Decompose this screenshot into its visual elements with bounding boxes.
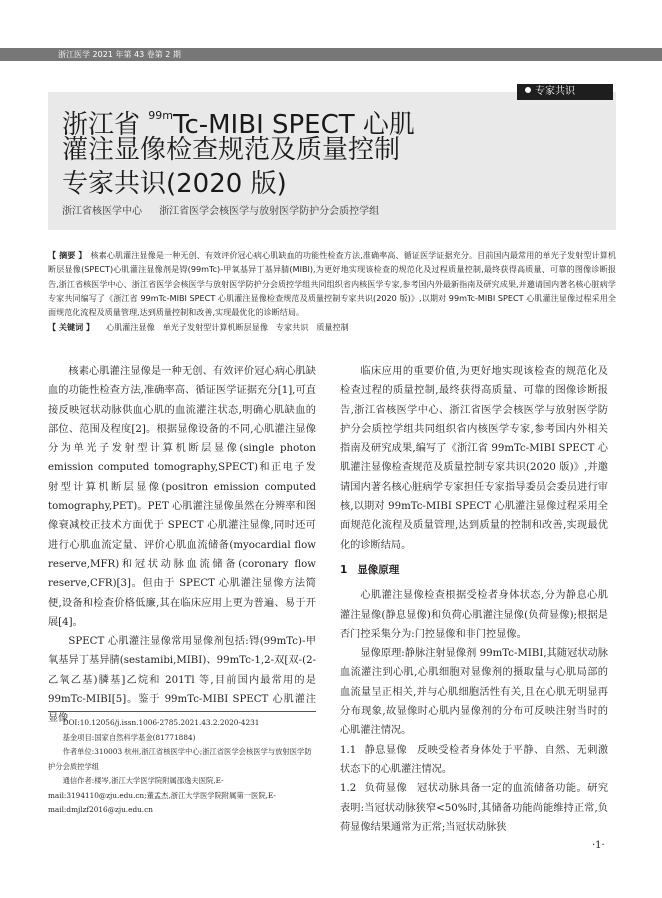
subsection-1-1: 1.1 静息显像 反映受检者身体处于平静、自然、无刺激状态下的心肌灌注情况。 (340, 744, 609, 775)
corresponding-author: 通信作者:楼岑,浙江大学医学院附属邵逸夫医院,E-mail:3194110@zju.edu.cn;董孟杰,浙江大学医学院附属第一医院,E-mail:dmjlzf2016@zju.edu.cn (48, 776, 276, 814)
abstract-body (48, 248, 616, 319)
title-line-3: 专家共识(2020 版) (62, 169, 287, 199)
author-2: 浙江省医学会核医学与放射医学防护分会质控学组 (159, 206, 380, 217)
keyword-4: 质量控制 (316, 322, 349, 333)
keyword-3: 专家共识 (275, 322, 309, 333)
page-number: ·1· (592, 840, 605, 851)
title-line-2: 灌注显像检查规范及质量控制 (62, 135, 401, 165)
body-paragraph: 显像原理:静脉注射显像剂 99mTc-MIBI,其随冠状动脉血流灌注到心肌,心肌细胞对显像剂的摄取量与心肌局部的血流量呈正相关,并与心肌细胞活性有关,且在心肌无明显再分布现象,故显像时心肌内显像剂的分布可反映注射当时的心肌灌注情况。 (340, 648, 608, 737)
section-heading: 1 显像原理 (340, 563, 400, 576)
author-affiliations (62, 202, 379, 217)
abstract (48, 248, 616, 335)
isotope-superscript: 99m (148, 109, 173, 122)
section-tab (517, 84, 613, 100)
footnotes (48, 716, 316, 818)
keyword-1: 心肌灌注显像 (106, 322, 155, 333)
body-paragraph: 临床应用的重要价值,为更好地实现该检查的规范化及检查过程的质量控制,最终获得高质量、可靠的图像诊断报告,浙江省核医学中心、浙江省医学会核医学与放射医学防护分会质控学组共同组织省内核医学专家,参考国内外相关指南及研究成果,编写了《浙江省 99mTc-MIBI SPECT 心肌灌注显像检查规范及质量控制专家共识(2020 版)》,并邀请国内著名核心脏病学专家担任专家指导委员会委员进行审核,以期对 99mTc-MIBI SPECT 心肌灌注显像过程采用全面规范化流程及质量管理,达到质量的控制和改善,实现最优化的诊断结局。 (340, 366, 608, 551)
author-unit: 作者单位:310003 杭州,浙江省核医学中心;浙江省医学会核医学与放射医学防护分会质控学组 (48, 747, 312, 771)
title-line-1: 浙江省 $^{99m}$Tc-MIBI SPECT 心肌 (62, 109, 415, 140)
subsection-1-2: 1.2 负荷显像 冠状动脉具备一定的血流储备功能。研究表明:当冠状动脉狭窄<50%时,其储备功能尚能维持正常,负荷显像结果通常为正常;当冠状动脉狭 (340, 783, 609, 833)
body-paragraph: SPECT 心肌灌注显像常用显像剂包括:锝(99mTc)-甲氧基异丁基异腈(sestamibi,MIBI)、99mTc-1,2-双[双-(2-乙氧乙基)膦基]乙烷和 201Tl 等,目前国内最常用的是 99mTc-MIBI[5]。鉴于 99mTc-MIBI SPECT 心肌灌注显像 (48, 636, 316, 725)
funding: 基金项目:国家自然科学基金(81771884) (62, 732, 196, 742)
journal-name: 浙江医学 2021 年第 43 卷第 2 期 (58, 50, 181, 59)
left-column (48, 362, 316, 729)
abstract-text: 核素心肌灌注显像是一种无创、有效评价冠心病心肌缺血的功能性检查方法,准确率高、循证医学证据充分。目前国内最常用的单光子发射型计算机断层显像(SPECT)心肌灌注显像剂是锝(99mTc)-甲氧基异丁基异腈(MIBI),为更好地实现该检查的规范化及过程质量控制,最终获得高质量、可靠的图像诊断报告,浙江省核医学中心、浙江省医学会核医学与放射医学防护分会质控学组共同组织省内核医学专家,参考国内外最新指南及研究成果,并邀请国内著名核心脏病学专家共同编写了《浙江省 99mTc-MIBI SPECT 心肌灌注显像检查规范及质量控制专家共识(2020 版)》,以期对 99mTc-MIBI SPECT 心肌灌注显像过程采用全面规范化流程及质量管理,达到质量控制和改善,实现最优化的诊断结局。 (48, 250, 616, 318)
section-label: 专家共识 (535, 86, 575, 97)
journal-header-band (0, 48, 662, 61)
author-1: 浙江省核医学中心 (62, 206, 142, 217)
keyword-2: 单光子发射型计算机断层显像 (162, 322, 268, 333)
doi: DOI:10.12056/j.issn.1006-2785.2021.43.2.2020-4231 (62, 718, 260, 727)
right-column (340, 362, 608, 837)
abstract-label: 【 摘要 】 (48, 250, 87, 260)
body-paragraph: 心肌灌注显像检查根据受检者身体状态,分为静息心肌灌注显像(静息显像)和负荷心肌灌注显像(负荷显像);根据是否门控采集分为:门控显像和非门控显像。 (340, 590, 608, 640)
bullet-icon (525, 87, 531, 93)
keywords-label: 【 关键词 】 (48, 322, 95, 333)
keywords (48, 320, 616, 334)
footnote-divider (48, 711, 316, 712)
body-paragraph: 核素心肌灌注显像是一种无创、有效评价冠心病心肌缺血的功能性检查方法,准确率高、循证医学证据充分[1],可直接反映冠状动脉供血心肌的血流灌注状态,明确心肌缺血的部位、范围及程度[2]。根据显像设备的不同,心肌灌注显像分为单光子发射型计算机断层显像(single photon emission computed tomography,SPECT)和正电子发射型计算机断层显像(positron emission computed tomography,PET)。PET 心肌灌注显像虽然在分辨率和图像衰减校正技术方面优于 SPECT 心肌灌注显像,同时还可进行心肌血流定量、评价心肌血流储备(myocardial flow reserve,MFR)和冠状动脉血流储备(coronary flow reserve,CFR)[3]。但由于 SPECT 心肌灌注显像方法简便,设备和检查价格低廉,其在临床应用上更为普遍、易于开展[4]。 (48, 366, 316, 628)
